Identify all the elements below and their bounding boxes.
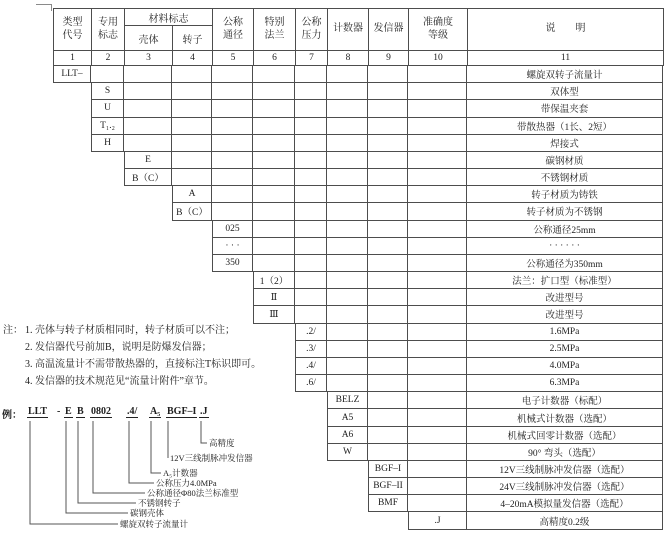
empty-cell <box>368 289 408 306</box>
table-row <box>295 358 663 375</box>
empty-cell <box>368 135 408 152</box>
empty-cell <box>212 118 253 135</box>
empty-cell <box>91 66 124 83</box>
empty-cell <box>295 289 327 306</box>
column-number: 10 <box>409 50 468 66</box>
empty-cell <box>368 118 408 135</box>
table-row <box>368 495 663 512</box>
description-cell: 转子材质为不锈钢 <box>467 203 663 220</box>
note-item: 3. 高温流量计不需带散热器的，直接标注T标识即可。 <box>25 359 262 370</box>
empty-cell <box>368 272 408 289</box>
empty-cell <box>327 358 368 375</box>
empty-cell <box>172 118 212 135</box>
empty-cell <box>368 358 408 375</box>
empty-cell <box>327 152 368 169</box>
empty-cell <box>295 238 327 255</box>
empty-cell <box>172 152 212 169</box>
table-row <box>295 375 663 392</box>
column-number: 2 <box>92 50 125 66</box>
empty-cell <box>368 409 408 426</box>
empty-cell <box>368 375 408 392</box>
empty-cell <box>368 392 408 409</box>
description-cell: 1.6MPa <box>467 324 663 341</box>
empty-cell <box>327 324 368 341</box>
empty-cell <box>408 100 467 117</box>
empty-cell <box>253 100 295 117</box>
example-label: 例： <box>2 410 22 421</box>
description-cell: · · · · · · <box>467 238 663 255</box>
column-number: 7 <box>296 50 328 66</box>
example-segment: .J <box>200 406 208 417</box>
empty-cell <box>327 100 368 117</box>
table-row <box>408 512 663 529</box>
empty-cell <box>212 169 253 186</box>
column-number: 1 <box>54 50 92 66</box>
table-row <box>253 289 663 306</box>
header-rotor: 转子 <box>182 34 203 46</box>
description-cell: 不锈钢材质 <box>467 169 663 186</box>
empty-cell <box>408 66 467 83</box>
column-number: 11 <box>468 50 664 66</box>
example-segment: 0802 <box>91 406 111 417</box>
empty-cell <box>327 66 368 83</box>
scan-artifact-mark <box>36 4 52 11</box>
empty-cell <box>212 100 253 117</box>
table-row <box>124 169 663 186</box>
empty-cell <box>368 83 408 100</box>
empty-cell <box>295 221 327 238</box>
description-cell: 双体型 <box>467 83 663 100</box>
empty-cell <box>408 289 467 306</box>
header-nominal-pressure-line1: 公称 <box>301 17 322 28</box>
code-cell: A6 <box>327 427 368 444</box>
column-number-row <box>53 50 664 66</box>
table-row <box>327 427 663 444</box>
code-cell: S <box>91 83 124 100</box>
description-cell: 带保温夹套 <box>467 100 663 117</box>
empty-cell <box>212 83 253 100</box>
empty-cell <box>368 341 408 358</box>
header-special-flange <box>254 9 296 51</box>
empty-cell <box>253 66 295 83</box>
empty-cell <box>327 306 368 323</box>
empty-cell <box>172 135 212 152</box>
empty-cell <box>368 324 408 341</box>
empty-cell <box>327 118 368 135</box>
table-row <box>91 100 663 117</box>
empty-cell <box>124 66 172 83</box>
empty-cell <box>295 169 327 186</box>
empty-cell <box>408 118 467 135</box>
code-cell: .6/ <box>295 375 327 392</box>
empty-cell <box>368 169 408 186</box>
description-cell: 转子材质为铸铁 <box>467 186 663 203</box>
empty-cell <box>253 186 295 203</box>
empty-cell <box>327 255 368 272</box>
table-row <box>368 461 663 478</box>
header-nominal-diameter-line1: 公称 <box>223 17 243 28</box>
empty-cell <box>212 152 253 169</box>
empty-cell <box>408 221 467 238</box>
empty-cell <box>408 478 467 495</box>
description-cell: 公称通径25mm <box>467 221 663 238</box>
callout-label: 不锈钢转子 <box>138 498 181 508</box>
empty-cell <box>368 221 408 238</box>
empty-cell <box>368 238 408 255</box>
empty-cell <box>408 427 467 444</box>
empty-cell <box>295 255 327 272</box>
code-cell: BGF–I <box>368 461 408 478</box>
description-cell: 12V三线制脉冲发信器（选配） <box>467 461 663 478</box>
code-cell: U <box>91 100 124 117</box>
header-transmitter <box>369 9 409 51</box>
empty-cell <box>368 255 408 272</box>
header-description <box>468 9 664 51</box>
empty-cell <box>408 444 467 461</box>
description-cell: 6.3MPa <box>467 375 663 392</box>
code-cell: E <box>124 152 172 169</box>
table-row <box>212 255 663 272</box>
empty-cell <box>327 221 368 238</box>
empty-cell <box>368 152 408 169</box>
empty-cell <box>368 444 408 461</box>
code-cell: .4/ <box>295 358 327 375</box>
empty-cell <box>253 152 295 169</box>
header-counter <box>328 9 369 51</box>
empty-cell <box>408 409 467 426</box>
code-cell: .J <box>408 512 467 529</box>
table-header <box>53 8 664 51</box>
empty-cell <box>253 83 295 100</box>
table-row <box>91 135 663 152</box>
callout-label: 碳钢壳体 <box>130 508 165 518</box>
column-number: 3 <box>125 50 173 66</box>
header-nominal-pressure <box>296 9 328 51</box>
empty-cell <box>327 238 368 255</box>
example-segment: B <box>77 406 84 417</box>
code-cell: B（C） <box>172 203 212 220</box>
callout-label: 公称通径Φ80法兰标准型 <box>147 488 239 498</box>
empty-cell <box>253 238 295 255</box>
empty-cell <box>212 135 253 152</box>
empty-cell <box>253 255 295 272</box>
empty-cell <box>253 135 295 152</box>
empty-cell <box>408 152 467 169</box>
empty-cell <box>368 203 408 220</box>
table-row <box>53 66 663 83</box>
example-segment: E <box>65 406 72 417</box>
description-cell: 带散热器（1长、2短） <box>467 118 663 135</box>
code-cell: LLT– <box>53 66 91 83</box>
code-cell: .2/ <box>295 324 327 341</box>
empty-cell <box>408 186 467 203</box>
empty-cell <box>408 203 467 220</box>
callout-label: 公称压力4.0MPa <box>156 478 217 488</box>
empty-cell <box>368 427 408 444</box>
code-cell: T₁.₂ <box>91 118 124 135</box>
header-type-code <box>54 9 92 51</box>
note-item: 4. 发信器的技术规范见“流量计附件”章节。 <box>25 376 214 387</box>
empty-cell <box>124 135 172 152</box>
header-special-mark-line1: 专用 <box>98 17 118 28</box>
table-row <box>212 221 663 238</box>
empty-cell <box>295 83 327 100</box>
empty-cell <box>368 100 408 117</box>
header-accuracy-class-line1: 准确度 <box>423 17 453 28</box>
header-description-label: 说 明 <box>545 23 586 35</box>
code-cell: BMF <box>368 495 408 512</box>
empty-cell <box>327 203 368 220</box>
empty-cell <box>295 152 327 169</box>
table-row <box>253 272 663 289</box>
table-row <box>295 341 663 358</box>
table-row <box>212 238 663 255</box>
description-cell: 90° 弯头（选配） <box>467 444 663 461</box>
empty-cell <box>172 83 212 100</box>
description-cell: 4–20mA模拟量发信器（选配） <box>467 495 663 512</box>
description-cell: 焊接式 <box>467 135 663 152</box>
code-cell: .3/ <box>295 341 327 358</box>
empty-cell <box>408 375 467 392</box>
table-row <box>91 83 663 100</box>
empty-cell <box>327 135 368 152</box>
description-cell: 机械式回零计数器（选配） <box>467 427 663 444</box>
table-row <box>91 118 663 135</box>
table-row <box>368 478 663 495</box>
table-row <box>327 409 663 426</box>
empty-cell <box>327 272 368 289</box>
header-accuracy-class-line2: 等级 <box>428 29 448 41</box>
empty-cell <box>327 341 368 358</box>
empty-cell <box>368 66 408 83</box>
notes <box>3 322 303 390</box>
column-number: 4 <box>173 50 213 66</box>
description-cell: 机械式计数器（选配） <box>467 409 663 426</box>
description-cell: 螺旋双转子流量计 <box>467 66 663 83</box>
description-cell: 改进型号 <box>467 306 663 323</box>
header-type-code-line1: 类型 <box>62 17 83 28</box>
empty-cell <box>124 83 172 100</box>
header-type-code-line2: 代号 <box>62 29 83 41</box>
empty-cell <box>172 100 212 117</box>
table-row <box>253 306 663 323</box>
header-nominal-pressure-line2: 压力 <box>301 29 322 41</box>
empty-cell <box>408 83 467 100</box>
header-nominal-diameter-line2: 通径 <box>223 29 243 41</box>
selection-table-rows <box>53 66 663 530</box>
code-cell: B（C） <box>124 169 172 186</box>
table-row <box>327 444 663 461</box>
header-special-flange-line2: 法兰 <box>264 29 285 41</box>
empty-cell <box>408 306 467 323</box>
column-number: 6 <box>254 50 296 66</box>
description-cell: 改进型号 <box>467 289 663 306</box>
empty-cell <box>327 186 368 203</box>
code-cell: · · · <box>212 238 253 255</box>
empty-cell <box>295 135 327 152</box>
empty-cell <box>295 306 327 323</box>
notes-label: 注： <box>3 325 23 336</box>
empty-cell <box>212 66 253 83</box>
example-segment: A₅ <box>150 406 161 417</box>
header-nominal-diameter <box>213 9 254 51</box>
code-cell: H <box>91 135 124 152</box>
description-cell: 公称通径为350mm <box>467 255 663 272</box>
code-cell: 350 <box>212 255 253 272</box>
table-row <box>172 186 663 203</box>
table-row <box>124 152 663 169</box>
header-special-mark-line2: 标志 <box>98 29 118 41</box>
empty-cell <box>124 100 172 117</box>
description-cell: 电子计数器（标配） <box>467 392 663 409</box>
empty-cell <box>172 169 212 186</box>
example-segment: LLT <box>28 406 48 417</box>
description-cell: 高精度0.2级 <box>467 512 663 529</box>
header-special-flange-line1: 特别 <box>264 17 285 28</box>
empty-cell <box>408 324 467 341</box>
empty-cell <box>408 461 467 478</box>
empty-cell <box>368 306 408 323</box>
empty-cell <box>327 83 368 100</box>
table-row <box>295 324 663 341</box>
description-cell: 法兰：扩口型（标准型） <box>467 272 663 289</box>
note-item: 2. 发信器代号前加B，说明是防爆发信器； <box>25 342 212 353</box>
header-transmitter-label: 发信器 <box>373 23 404 35</box>
empty-cell <box>327 375 368 392</box>
empty-cell <box>408 255 467 272</box>
empty-cell <box>408 495 467 512</box>
code-cell: Ⅲ <box>253 306 295 323</box>
header-material-mark: 材料标志 <box>125 9 212 26</box>
header-accuracy-class <box>409 9 468 51</box>
empty-cell <box>408 169 467 186</box>
header-material-mark-group <box>125 9 213 51</box>
empty-cell <box>408 135 467 152</box>
code-cell: BGF–II <box>368 478 408 495</box>
callout-label: 螺旋双转子流量计 <box>120 519 189 529</box>
empty-cell <box>295 272 327 289</box>
empty-cell <box>327 289 368 306</box>
empty-cell <box>295 186 327 203</box>
empty-cell <box>327 169 368 186</box>
empty-cell <box>212 203 253 220</box>
column-number: 5 <box>213 50 254 66</box>
empty-cell <box>253 203 295 220</box>
empty-cell <box>253 118 295 135</box>
code-cell: A5 <box>327 409 368 426</box>
callout-label: 12V三线制脉冲发信器 <box>170 453 253 463</box>
code-cell: BELZ <box>327 392 368 409</box>
empty-cell <box>295 203 327 220</box>
empty-cell <box>253 169 295 186</box>
empty-cell <box>172 66 212 83</box>
empty-cell <box>212 186 253 203</box>
description-cell: 4.0MPa <box>467 358 663 375</box>
description-cell: 2.5MPa <box>467 341 663 358</box>
empty-cell <box>368 186 408 203</box>
empty-cell <box>253 221 295 238</box>
code-cell: 1（2） <box>253 272 295 289</box>
table-row <box>172 203 663 220</box>
empty-cell <box>408 358 467 375</box>
callout-label: A₅计数器 <box>163 468 198 478</box>
code-cell: 025 <box>212 221 253 238</box>
empty-cell <box>124 118 172 135</box>
empty-cell <box>295 100 327 117</box>
description-cell: 碳钢材质 <box>467 152 663 169</box>
example-segment: BGF–I <box>167 406 197 417</box>
note-item: 1. 壳体与转子材质相同时，转子材质可以不注； <box>25 325 235 336</box>
empty-cell <box>295 66 327 83</box>
callout-label: 高精度 <box>209 438 235 448</box>
column-number: 8 <box>328 50 369 66</box>
description-cell: 24V三线制脉冲发信器（选配） <box>467 478 663 495</box>
table-row <box>327 392 663 409</box>
header-counter-label: 计数器 <box>333 23 363 35</box>
example-segment: .4/ <box>127 406 138 417</box>
code-cell: Ⅱ <box>253 289 295 306</box>
empty-cell <box>408 341 467 358</box>
empty-cell <box>408 392 467 409</box>
example-segment: - <box>57 406 61 417</box>
header-housing: 壳体 <box>125 26 173 50</box>
header-special-mark <box>92 9 125 51</box>
code-cell: W <box>327 444 368 461</box>
code-cell: A <box>172 186 212 203</box>
empty-cell <box>408 272 467 289</box>
empty-cell <box>295 118 327 135</box>
column-number: 9 <box>369 50 409 66</box>
empty-cell <box>408 238 467 255</box>
